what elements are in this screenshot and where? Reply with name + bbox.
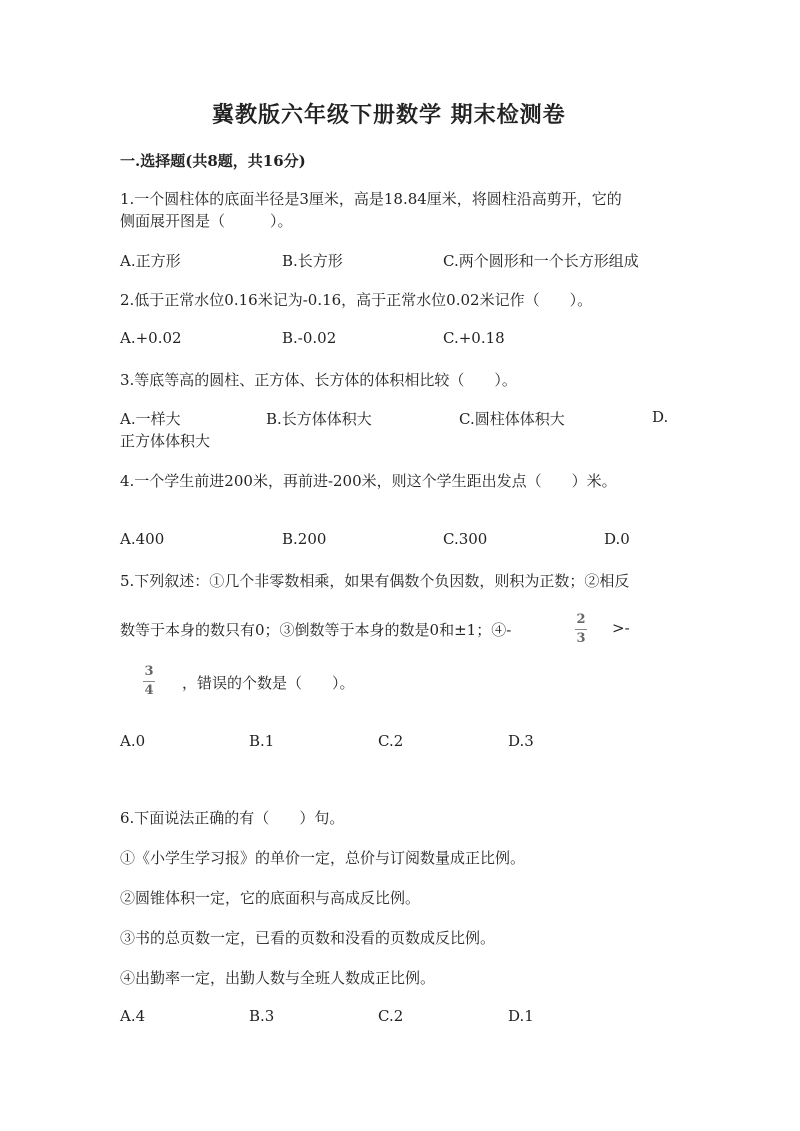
option-c[interactable]: C.圆柱体体积大 — [459, 410, 565, 428]
question-text: >- — [612, 619, 630, 637]
question-text: 数等于本身的数只有0；③倒数等于本身的数是0和±1；④- — [120, 621, 512, 639]
option-a[interactable]: A.正方形 — [120, 252, 181, 270]
option-c[interactable]: C.300 — [443, 530, 488, 548]
option-d[interactable]: D. — [652, 408, 669, 426]
fraction-denominator: 4 — [144, 683, 154, 698]
page-title: 冀教版六年级下册数学 期末检测卷 — [212, 102, 566, 128]
option-d[interactable]: D.3 — [508, 732, 534, 750]
option-c[interactable]: C.2 — [378, 732, 404, 750]
option-b[interactable]: B.1 — [249, 732, 275, 750]
option-a[interactable]: A.4 — [120, 1007, 146, 1025]
fraction-three-quarters — [143, 664, 155, 699]
option-b[interactable]: B.-0.02 — [282, 329, 337, 347]
question-text: 3.等底等高的圆柱、正方体、长方体的体积相比较（ ）。 — [120, 371, 517, 389]
option-d-continued: 正方体体积大 — [120, 432, 211, 450]
fraction-denominator: 3 — [576, 631, 586, 646]
option-b[interactable]: B.长方形 — [282, 252, 343, 270]
statement-1: ①《小学生学习报》的单价一定，总价与订阅数量成正比例。 — [120, 849, 526, 867]
option-a[interactable]: A.0 — [120, 732, 146, 750]
question-text: 侧面展开图是（ ）。 — [120, 212, 293, 230]
option-c[interactable]: C.+0.18 — [443, 329, 505, 347]
option-c[interactable]: C.2 — [378, 1007, 404, 1025]
question-text: 1.一个圆柱体的底面半径是3厘米，高是18.84厘米，将圆柱沿高剪开，它的 — [120, 190, 622, 208]
option-d[interactable]: D.0 — [604, 530, 630, 548]
question-text: 4.一个学生前进200米，再前进-200米，则这个学生距出发点（ ）米。 — [120, 472, 617, 490]
option-a[interactable]: A.+0.02 — [120, 329, 182, 347]
statement-4: ④出勤率一定，出勤人数与全班人数成正比例。 — [120, 969, 436, 987]
question-text: 2.低于正常水位0.16米记为-0.16，高于正常水位0.02米记作（ ）。 — [120, 291, 593, 309]
option-d[interactable]: D.1 — [508, 1007, 534, 1025]
fraction-two-thirds — [575, 612, 587, 647]
option-b[interactable]: B.3 — [249, 1007, 275, 1025]
statement-2: ②圆锥体积一定，它的底面积与高成反比例。 — [120, 889, 421, 907]
option-c[interactable]: C.两个圆形和一个长方形组成 — [443, 252, 639, 270]
question-text: 5.下列叙述：①几个非零数相乘，如果有偶数个负因数，则积为正数；②相反 — [120, 572, 630, 590]
fraction-bar — [575, 629, 587, 630]
statement-3: ③书的总页数一定，已看的页数和没看的页数成反比例。 — [120, 929, 496, 947]
fraction-numerator: 2 — [576, 612, 586, 627]
option-a[interactable]: A.一样大 — [120, 410, 181, 428]
fraction-numerator: 3 — [144, 664, 154, 679]
option-b[interactable]: B.200 — [282, 530, 327, 548]
question-text: 6.下面说法正确的有（ ）句。 — [120, 809, 345, 827]
question-text: ，错误的个数是（ ）。 — [182, 674, 355, 692]
fraction-bar — [143, 681, 155, 682]
option-a[interactable]: A.400 — [120, 530, 165, 548]
section-heading: 一.选择题(共8题，共16分) — [120, 152, 306, 170]
option-b[interactable]: B.长方体体积大 — [266, 410, 372, 428]
